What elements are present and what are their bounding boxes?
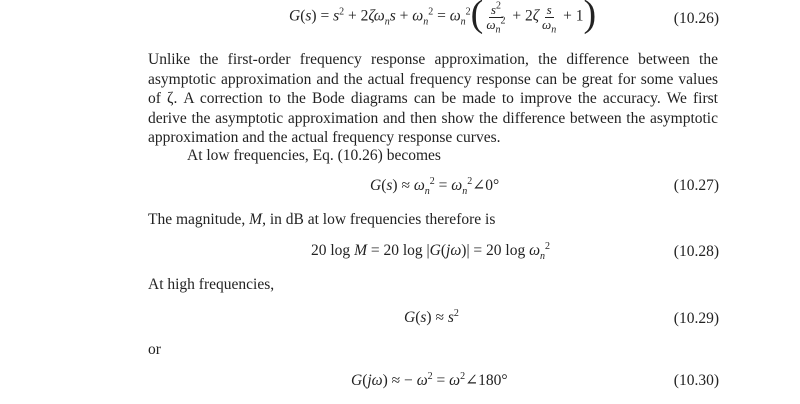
equation-number-10-27: (10.27) <box>673 177 719 194</box>
body-paragraph: Unlike the first-order frequency response approximation, the difference between the asymptotic approximation and the actual frequency response can be great for some values of ζ. A correction to the Bode diagrams can be made to improve the accuracy. We first derive the asymptotic approximation and then show the difference between the asymptotic approximation and the actual frequency response curves. <box>148 51 718 146</box>
or-text: or <box>148 341 161 358</box>
low-frequency-text: At low frequencies, Eq. (10.26) becomes <box>187 147 441 164</box>
equation-10-28: 20 log M = 20 log |G(jω)| = 20 $\log \omega_n^2$ <box>311 240 551 263</box>
equation-10-26: $G(s) = s^2 + 2\zeta\omega_ns + \omega_n^2 = \omega_n^2$( $\frac{s^2}{\omega_n^2}$ + 2ζ $\frac{s}{\omega_n}$ + 1) <box>289 0 597 36</box>
equation-10-29: $G(s) \approx s^2$ <box>404 307 459 326</box>
equation-number-10-28: (10.28) <box>673 243 719 260</box>
equation-10-27: $G(s) \approx \omega_n^2$ = $\omega_n^2\angle 0^\circ$ <box>370 175 500 198</box>
magnitude-text: The magnitude, M, in dB at low frequencies therefore is <box>148 211 496 228</box>
high-frequency-text: At high frequencies, <box>148 276 275 293</box>
equation-number-10-30: (10.30) <box>673 372 719 389</box>
equation-10-30: G(jω) ≈ − $\omega^2$ = $\omega^2\angle 180^\circ$ <box>351 370 508 389</box>
equation-number-10-26: (10.26) <box>673 10 719 27</box>
equation-number-10-29: (10.29) <box>673 310 719 327</box>
